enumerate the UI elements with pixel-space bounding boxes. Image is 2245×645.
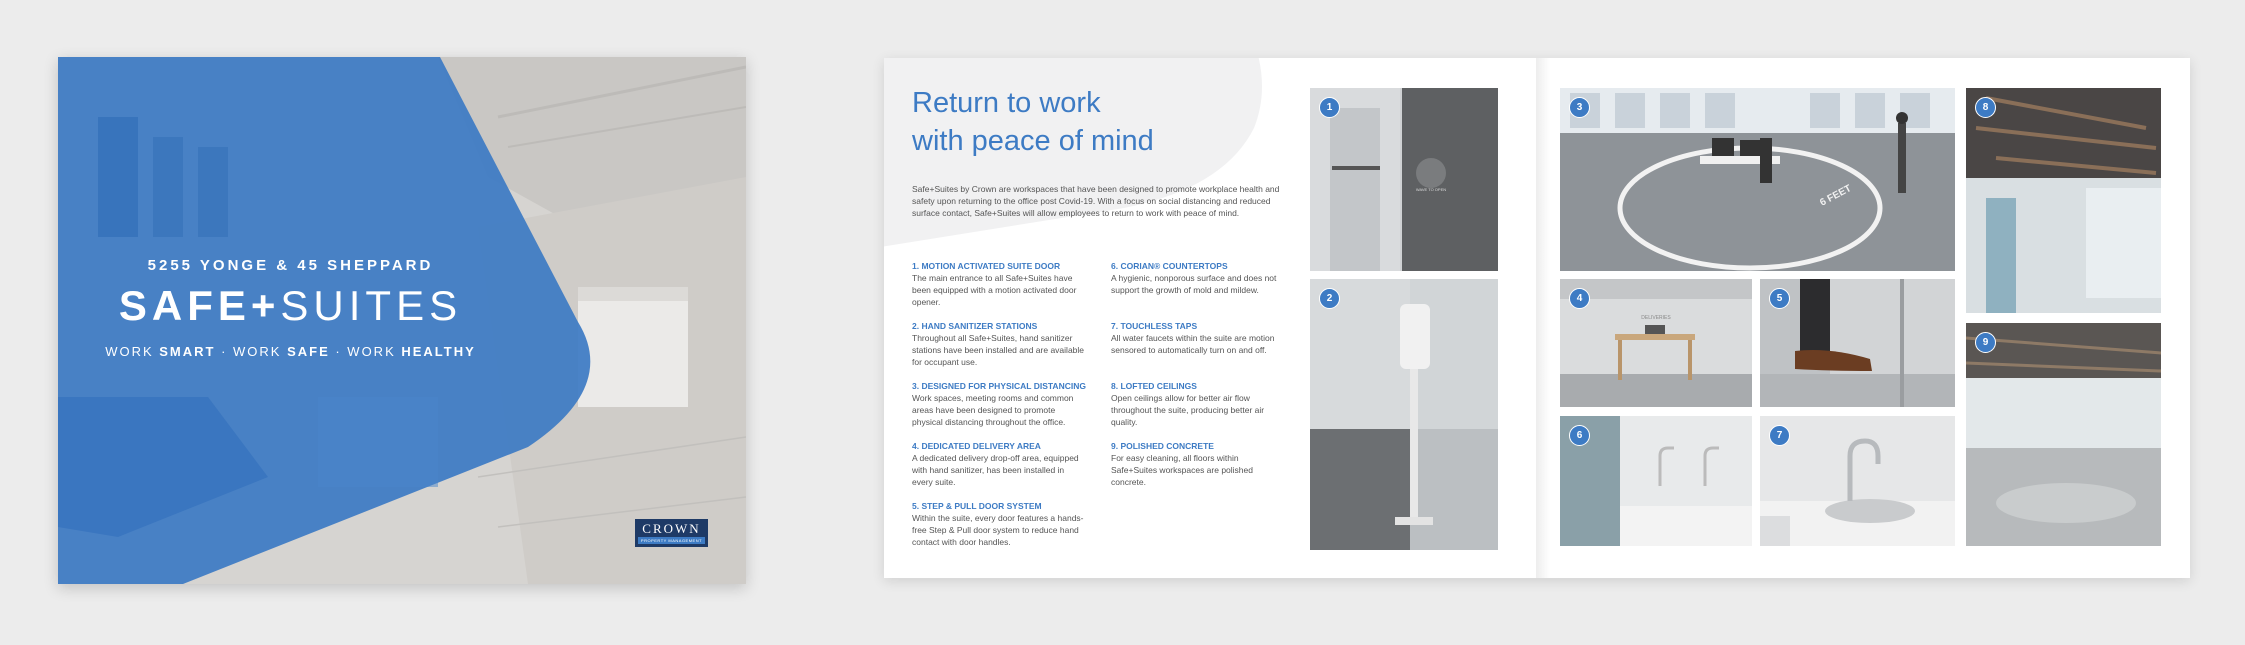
crown-logo <box>635 519 708 547</box>
tagline-healthy: HEALTHY <box>401 344 476 359</box>
photo-number: 2 <box>1319 288 1340 309</box>
photo-delivery-area <box>1560 279 1752 407</box>
photo-number: 3 <box>1569 97 1590 118</box>
feature-text: The main entrance to all Safe+Suites have been equipped with a motion activated door opener. <box>912 273 1077 307</box>
feature-item <box>912 261 1087 308</box>
tagline-smart: SMART <box>159 344 216 359</box>
floor-distance-text: 6 FEET <box>1818 183 1854 209</box>
page-fold <box>1536 58 1550 578</box>
feature-title: 6. CORIAN® COUNTERTOPS <box>1111 261 1228 271</box>
photo-corian-countertop <box>1560 416 1752 546</box>
photo-sanitizer-station <box>1310 279 1498 550</box>
cover-title-light: SUITES <box>280 282 463 329</box>
photo-number: 4 <box>1569 288 1590 309</box>
feature-title: 2. HAND SANITIZER STATIONS <box>912 321 1038 331</box>
tagline-word: WORK <box>105 344 160 359</box>
crown-logo-name: CROWN <box>642 521 701 536</box>
feature-title: 4. DEDICATED DELIVERY AREA <box>912 441 1041 451</box>
feature-text: Within the suite, every door features a hands-free Step & Pull door system to reduce hand contact with door handles. <box>912 513 1084 547</box>
feature-text: Open ceilings allow for better air flow throughout the suite, producing better air quality. <box>1111 393 1265 427</box>
feature-text: Throughout all Safe+Suites, hand sanitizer stations have been installed and are available for occupant use. <box>912 333 1085 367</box>
feature-item <box>1111 261 1286 296</box>
feature-item <box>1111 381 1286 428</box>
feature-text: A hygienic, nonporous surface and does not support the growth of mold and mildew. <box>1111 273 1277 295</box>
photo-number: 7 <box>1769 425 1790 446</box>
cover-title <box>58 282 523 330</box>
cover-tagline <box>58 344 523 359</box>
feature-item <box>912 321 1087 368</box>
door-sign-text: WAVE TO OPEN <box>1415 187 1447 192</box>
feature-item <box>912 381 1087 428</box>
feature-text: Work spaces, meeting rooms and common areas have been designed to promote physical distancing throughout the office. <box>912 393 1074 427</box>
cover-address: 5255 YONGE & 45 SHEPPARD <box>147 257 434 274</box>
spread-title-line1: Return to work <box>912 87 1101 119</box>
photo-lofted-ceilings <box>1966 88 2161 313</box>
feature-title: 5. STEP & PULL DOOR SYSTEM <box>912 501 1042 511</box>
delivery-sign-text: DELIVERIES <box>1641 315 1671 321</box>
spread-title-line2: with peace of mind <box>912 125 1154 157</box>
feature-title: 9. POLISHED CONCRETE <box>1111 441 1214 451</box>
feature-item <box>912 501 1087 548</box>
feature-text: All water faucets within the suite are motion sensored to automatically turn on and off. <box>1111 333 1275 355</box>
feature-title: 7. TOUCHLESS TAPS <box>1111 321 1198 331</box>
brochure-spread <box>884 58 2190 578</box>
feature-item <box>912 441 1087 488</box>
crown-logo-sub: PROPERTY MANAGEMENT <box>638 537 705 544</box>
photo-polished-concrete <box>1966 323 2161 546</box>
photo-number: 9 <box>1975 332 1996 353</box>
photo-number: 5 <box>1769 288 1790 309</box>
tagline-word: · WORK <box>329 344 402 359</box>
tagline-safe: SAFE <box>287 344 330 359</box>
photo-number: 8 <box>1975 97 1996 118</box>
photo-number: 1 <box>1319 97 1340 118</box>
photo-touchless-taps <box>1760 416 1955 546</box>
feature-text: A dedicated delivery drop-off area, equipped with hand sanitizer, has been installed in every suite. <box>912 453 1079 487</box>
photo-motion-door <box>1310 88 1498 271</box>
intro-paragraph: Safe+Suites by Crown are workspaces that have been designed to promote workplace health and safety upon returning to the office post Covid-19. With a focus on social distancing and reduced surface contact, Safe+Suites will allow employees to return to work with peace of mind. <box>912 184 1280 218</box>
brochure-cover <box>58 57 746 584</box>
feature-title: 8. LOFTED CEILINGS <box>1111 381 1197 391</box>
feature-title: 3. DESIGNED FOR PHYSICAL DISTANCING <box>912 381 1086 391</box>
photo-physical-distancing <box>1560 88 1955 271</box>
photo-step-pull-door <box>1760 279 1955 407</box>
feature-item <box>1111 441 1286 488</box>
feature-title: 1. MOTION ACTIVATED SUITE DOOR <box>912 261 1061 271</box>
feature-text: For easy cleaning, all floors within Safe+Suites workspaces are polished concrete. <box>1111 453 1253 487</box>
tagline-word: · WORK <box>215 344 288 359</box>
spread-title <box>912 84 1154 160</box>
photo-number: 6 <box>1569 425 1590 446</box>
feature-item <box>1111 321 1286 356</box>
cover-title-bold: SAFE+ <box>118 282 281 329</box>
